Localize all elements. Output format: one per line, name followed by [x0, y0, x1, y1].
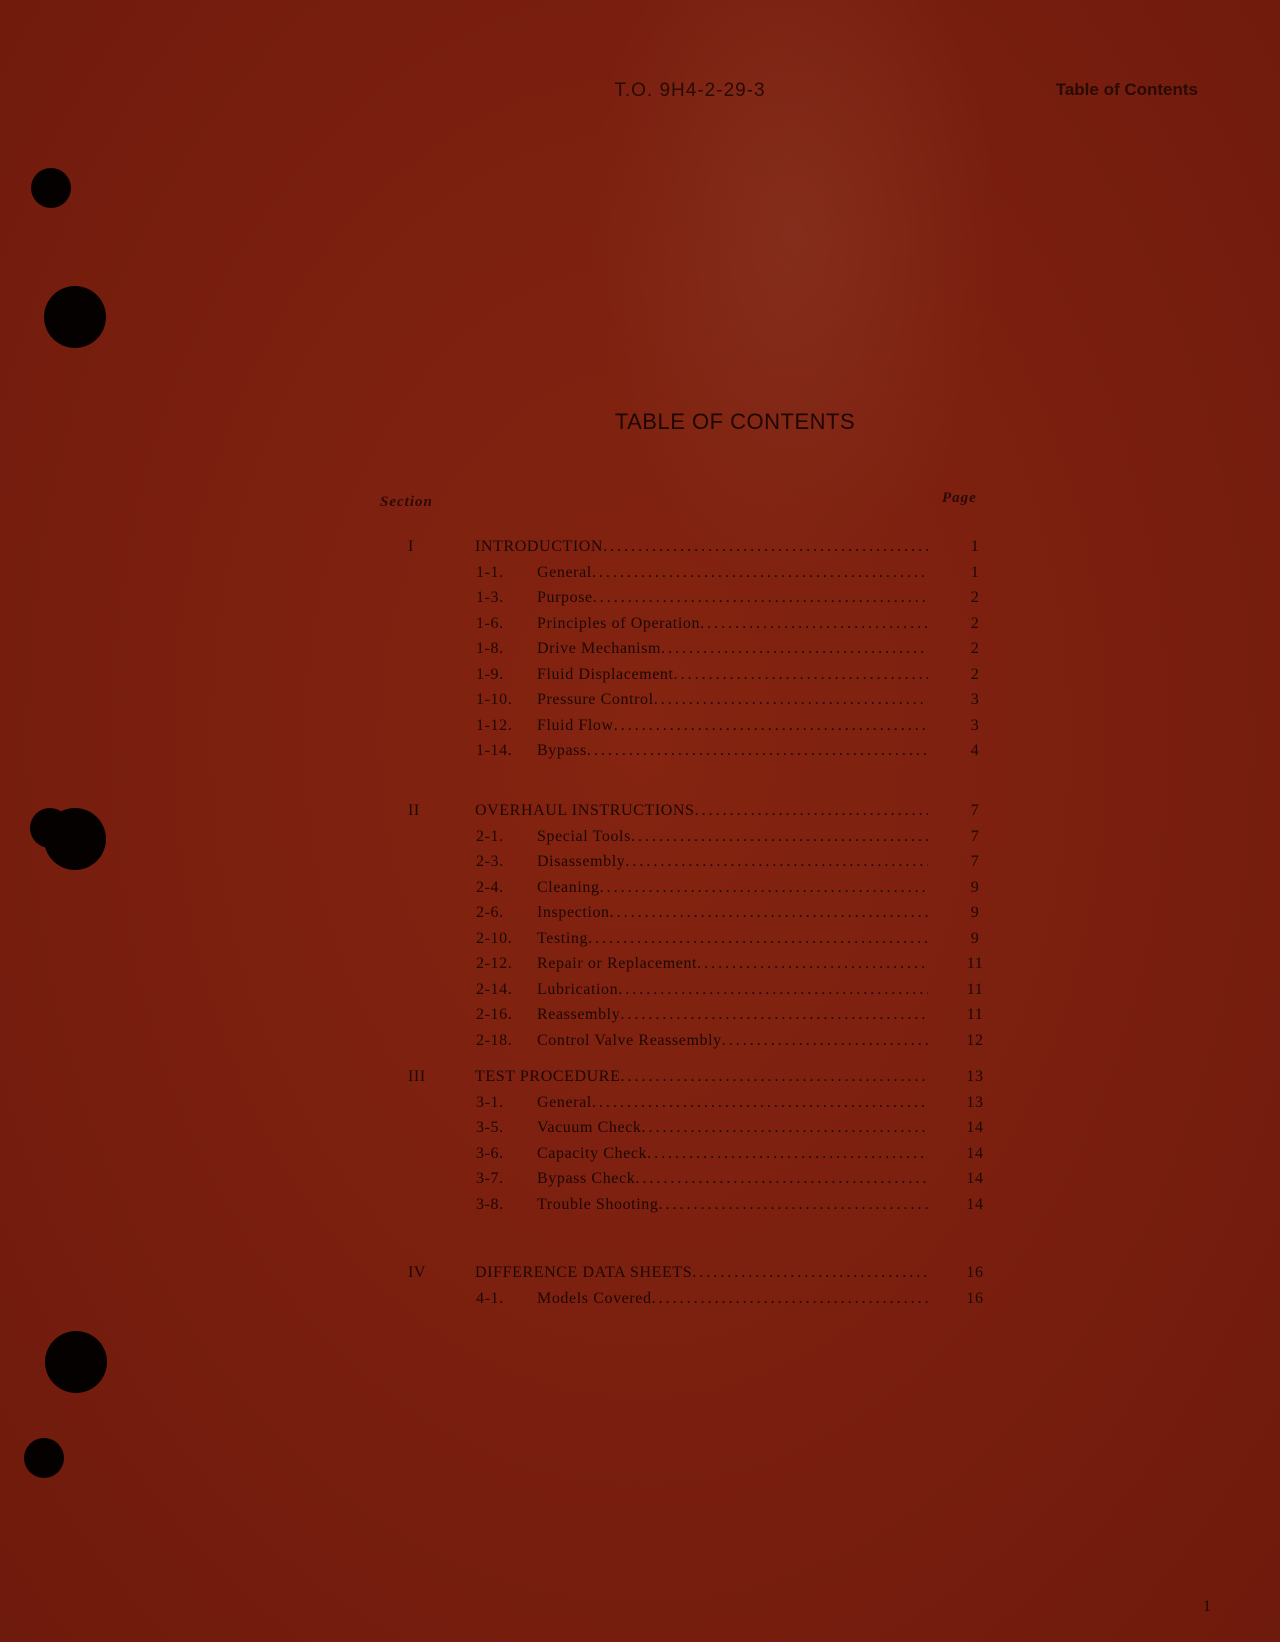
- section-title: TEST PROCEDURE: [475, 1068, 621, 1085]
- dot-leader: [610, 902, 928, 924]
- entry-page: 3: [970, 716, 980, 734]
- section-leader: [475, 800, 928, 822]
- toc-entry-row[interactable]: [0, 1168, 1280, 1190]
- entry-number: 2-6.: [476, 904, 504, 921]
- section-title: INTRODUCTION: [475, 538, 604, 555]
- entry-title: Vacuum Check: [537, 1119, 642, 1136]
- dot-leader: [661, 638, 928, 660]
- toc-entry-row[interactable]: [0, 1143, 1280, 1165]
- entry-title: Bypass Check: [537, 1170, 636, 1187]
- entry-leader: [537, 1288, 928, 1310]
- toc-entry-row[interactable]: [0, 613, 1280, 635]
- entry-number: 1-12.: [476, 716, 513, 734]
- entry-title: Inspection: [537, 904, 610, 921]
- entry-number: 1-9.: [476, 665, 504, 683]
- entry-number: 2-4.: [476, 878, 504, 896]
- entry-page: 2: [970, 589, 980, 606]
- dot-leader: [695, 800, 928, 822]
- entry-number: 2-12.: [476, 955, 513, 972]
- entry-leader: [537, 1117, 928, 1139]
- entry-leader: [537, 826, 928, 848]
- entry-number: 2-16.: [476, 1006, 513, 1023]
- toc-entry-row[interactable]: [0, 664, 1280, 686]
- entry-title: Trouble Shooting: [537, 1195, 659, 1213]
- section-page: 13: [966, 1068, 984, 1085]
- dot-leader: [603, 536, 928, 558]
- running-header: Table of Contents: [1055, 80, 1198, 99]
- entry-title: Fluid Flow: [537, 716, 614, 734]
- section-leader: [475, 1262, 928, 1284]
- entry-title: Pressure Control: [537, 691, 654, 708]
- entry-page: 2: [970, 614, 980, 632]
- entry-page: 14: [966, 1119, 984, 1136]
- entry-title: General: [537, 1093, 592, 1111]
- entry-number: 3-6.: [476, 1144, 504, 1162]
- dot-leader: [614, 715, 928, 737]
- entry-title: Special Tools: [537, 827, 631, 845]
- entry-page: 14: [966, 1195, 984, 1213]
- entry-title: General: [537, 563, 592, 581]
- entry-page: 7: [970, 853, 980, 870]
- section-number: II: [408, 802, 420, 819]
- toc-entry-row[interactable]: [0, 1117, 1280, 1139]
- entry-page: 7: [970, 827, 980, 845]
- entry-page: 14: [966, 1144, 984, 1162]
- dot-leader: [588, 928, 928, 950]
- dot-leader: [620, 1066, 928, 1088]
- entry-title: Bypass: [537, 742, 587, 759]
- entry-title: Testing: [537, 929, 589, 947]
- section-number: III: [408, 1068, 426, 1085]
- entry-leader: [537, 1143, 928, 1165]
- entry-title: Models Covered: [537, 1289, 652, 1307]
- toc-entry-row[interactable]: [0, 1030, 1280, 1052]
- toc-entry-row[interactable]: [0, 877, 1280, 899]
- toc-entry-row[interactable]: [0, 826, 1280, 848]
- entry-leader: [537, 1194, 928, 1216]
- entry-number: 4-1.: [476, 1289, 504, 1307]
- entry-leader: [537, 902, 928, 924]
- section-title: OVERHAUL INSTRUCTIONS: [475, 802, 695, 819]
- entry-page: 2: [970, 665, 980, 683]
- entry-number: 1-14.: [476, 742, 513, 759]
- dot-leader: [635, 1168, 928, 1190]
- toc-entry-row[interactable]: [0, 638, 1280, 660]
- entry-number: 1-3.: [476, 589, 504, 606]
- section-page: 16: [966, 1264, 984, 1281]
- toc-section-row[interactable]: [0, 800, 1280, 822]
- toc-section-row[interactable]: [0, 1262, 1280, 1284]
- entry-number: 2-10.: [476, 929, 513, 947]
- toc-entry-row[interactable]: [0, 1288, 1280, 1310]
- toc-entry-row[interactable]: [0, 562, 1280, 584]
- dot-leader: [697, 953, 928, 975]
- entry-leader: [537, 1168, 928, 1190]
- entry-page: 1: [970, 563, 980, 581]
- entry-number: 2-18.: [476, 1031, 513, 1049]
- entry-number: 1-6.: [476, 614, 504, 632]
- entry-leader: [537, 851, 928, 873]
- toc-entry-row[interactable]: [0, 851, 1280, 873]
- dot-leader: [654, 689, 928, 711]
- entry-number: 2-14.: [476, 980, 513, 998]
- entry-title: Capacity Check: [537, 1144, 648, 1162]
- dot-leader: [592, 562, 928, 584]
- section-page: 1: [970, 538, 980, 555]
- entry-title: Lubrication: [537, 980, 619, 998]
- dot-leader: [587, 740, 928, 762]
- entry-leader: [537, 638, 928, 660]
- entry-leader: [537, 689, 928, 711]
- dot-leader: [722, 1030, 928, 1052]
- entry-page: 9: [970, 929, 980, 947]
- toc-entry-row[interactable]: [0, 1194, 1280, 1216]
- entry-page: 11: [966, 955, 984, 972]
- entry-leader: [537, 953, 928, 975]
- toc-section-row[interactable]: [0, 1066, 1280, 1088]
- entry-number: 3-1.: [476, 1093, 504, 1111]
- entry-leader: [537, 613, 928, 635]
- toc-entry-row[interactable]: [0, 1004, 1280, 1026]
- toc-entry-row[interactable]: [0, 740, 1280, 762]
- entry-number: 1-10.: [476, 691, 513, 708]
- section-number: IV: [408, 1264, 427, 1281]
- section-leader: [475, 1066, 928, 1088]
- dot-leader: [658, 1194, 928, 1216]
- dot-leader: [620, 1004, 928, 1026]
- entry-title: Repair or Replacement: [537, 955, 698, 972]
- page-number: 1: [1203, 1598, 1211, 1615]
- toc-entry-row[interactable]: [0, 953, 1280, 975]
- page-column-header: Page: [942, 490, 977, 506]
- entry-page: 12: [966, 1031, 984, 1049]
- entry-page: 4: [970, 742, 980, 759]
- entry-leader: [537, 740, 928, 762]
- entry-page: 11: [966, 1006, 984, 1023]
- section-leader: [475, 536, 928, 558]
- entry-number: 3-7.: [476, 1170, 504, 1187]
- dot-leader: [652, 1288, 928, 1310]
- entry-page: 13: [966, 1093, 984, 1111]
- entry-leader: [537, 1030, 928, 1052]
- entry-page: 11: [966, 980, 984, 998]
- entry-leader: [537, 1092, 928, 1114]
- entry-page: 16: [966, 1289, 984, 1307]
- section-title: DIFFERENCE DATA SHEETS: [475, 1264, 693, 1281]
- dot-leader: [692, 1262, 928, 1284]
- entry-leader: [537, 587, 928, 609]
- toc-entry-row[interactable]: [0, 979, 1280, 1001]
- entry-number: 1-8.: [476, 640, 504, 657]
- entry-title: Principles of Operation: [537, 614, 701, 632]
- toc-entry-row[interactable]: [0, 1092, 1280, 1114]
- toc-entry-row[interactable]: [0, 587, 1280, 609]
- dot-leader: [642, 1117, 928, 1139]
- entry-title: Cleaning: [537, 878, 600, 896]
- entry-leader: [537, 664, 928, 686]
- entry-number: 3-8.: [476, 1195, 504, 1213]
- entry-leader: [537, 562, 928, 584]
- entry-page: 9: [970, 878, 980, 896]
- toc-section-row[interactable]: [0, 536, 1280, 558]
- toc-entry-row[interactable]: [0, 689, 1280, 711]
- dot-leader: [631, 826, 928, 848]
- entry-title: Control Valve Reassembly: [537, 1031, 722, 1049]
- entry-title: Fluid Displacement: [537, 665, 674, 683]
- toc-entry-row[interactable]: [0, 902, 1280, 924]
- dot-leader: [674, 664, 928, 686]
- dot-leader: [592, 1092, 928, 1114]
- entry-page: 9: [970, 904, 980, 921]
- entry-title: Drive Mechanism: [537, 640, 662, 657]
- dot-leader: [647, 1143, 928, 1165]
- section-page: 7: [970, 802, 980, 819]
- entry-number: 1-1.: [476, 563, 504, 581]
- entry-leader: [537, 877, 928, 899]
- entry-title: Purpose: [537, 589, 593, 606]
- entry-title: Reassembly: [537, 1006, 621, 1023]
- section-number: I: [408, 538, 414, 555]
- entry-leader: [537, 928, 928, 950]
- entry-number: 2-3.: [476, 853, 504, 870]
- entry-leader: [537, 715, 928, 737]
- toc-entry-row[interactable]: [0, 928, 1280, 950]
- dot-leader: [625, 851, 928, 873]
- document-number: T.O. 9H4-2-29-3: [614, 80, 766, 101]
- entry-number: 2-1.: [476, 827, 504, 845]
- entry-title: Disassembly: [537, 853, 626, 870]
- dot-leader: [600, 877, 928, 899]
- entry-page: 3: [970, 691, 980, 708]
- dot-leader: [700, 613, 928, 635]
- dot-leader: [618, 979, 928, 1001]
- page-title: TABLE OF CONTENTS: [614, 409, 856, 434]
- dot-leader: [593, 587, 928, 609]
- entry-number: 3-5.: [476, 1119, 504, 1136]
- entry-leader: [537, 979, 928, 1001]
- section-column-header: Section: [380, 494, 433, 510]
- entry-page: 14: [966, 1170, 984, 1187]
- entry-leader: [537, 1004, 928, 1026]
- toc-entry-row[interactable]: [0, 715, 1280, 737]
- entry-page: 2: [970, 640, 980, 657]
